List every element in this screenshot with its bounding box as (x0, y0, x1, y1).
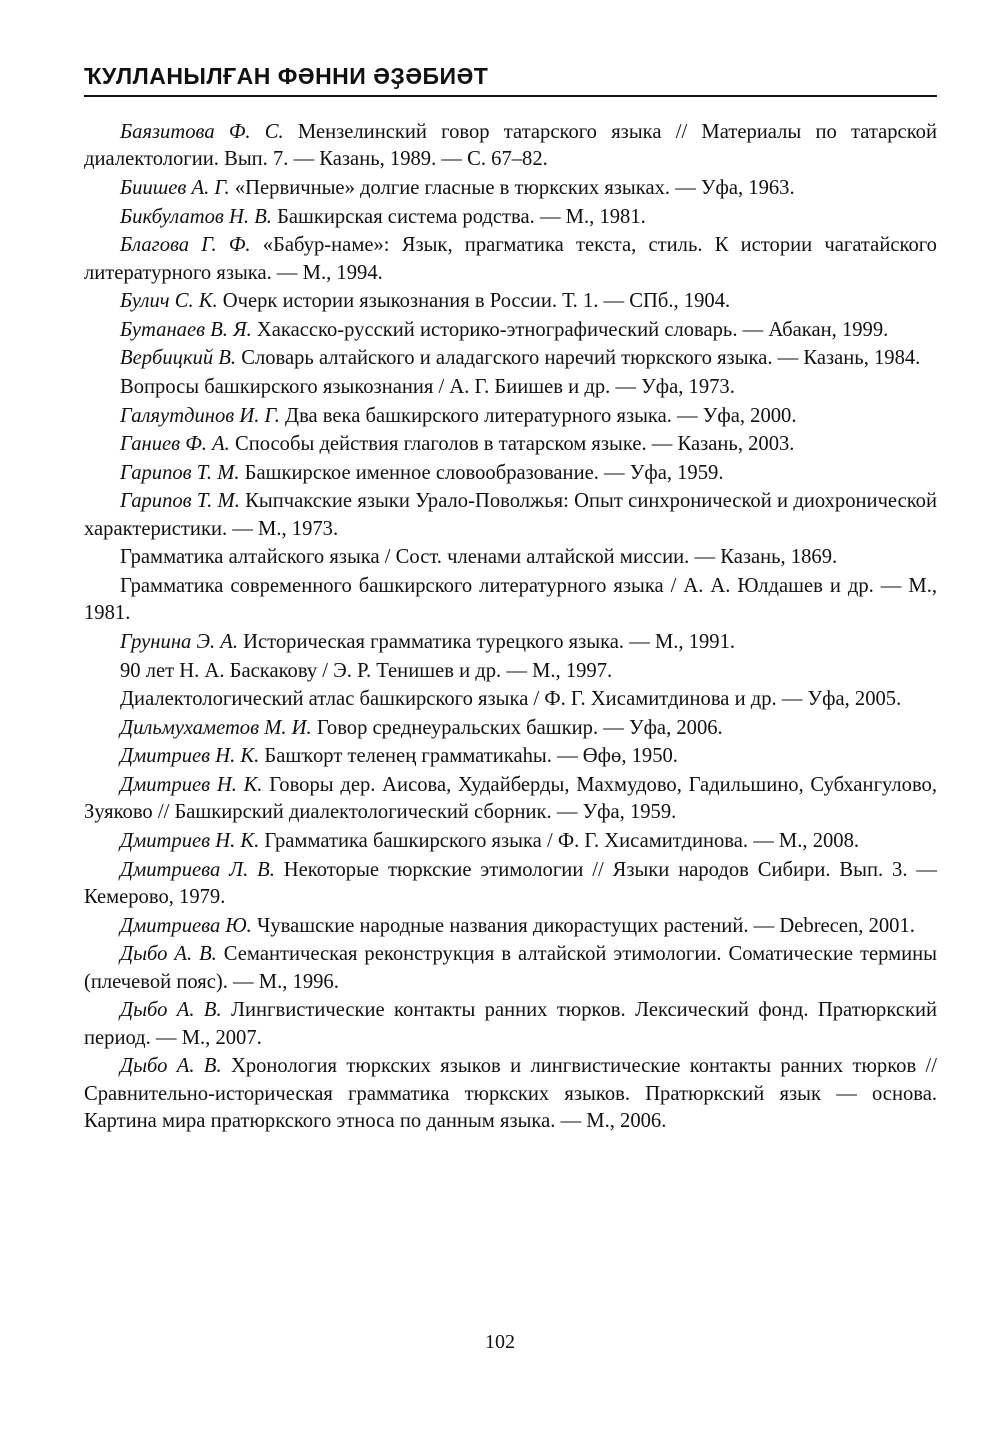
entry-author: Биишев А. Г. (120, 177, 230, 199)
entry-text: Историческая грамматика турецкого языка. — М., 1991. (238, 630, 736, 653)
bibliography-entry (84, 715, 937, 742)
entry-text: Способы действия глаголов в татарском языке. — Казань, 2003. (229, 433, 795, 456)
entry-text: Семантическая реконструкция в алтайской этимологии. Соматические термины (плечевой пояс). — М., 1996. (84, 943, 938, 993)
entry-author: Дмитриева Ю. (120, 914, 252, 937)
bibliography-entry (84, 232, 937, 287)
bibliography-entry (84, 175, 937, 202)
bibliography-entry (84, 488, 937, 543)
entry-text: 90 лет Н. А. Баскакову / Э. Р. Тенишев и др. — М., 1997. (120, 659, 613, 682)
entry-author: Баязитова Ф. С. (120, 121, 284, 143)
bibliography-entry (84, 629, 937, 656)
entry-text: Башкирское именное словообразование. — Уфа, 1959. (239, 461, 724, 484)
entry-text: Грамматика современного башкирского литературного языка / А. А. Юлдашев и др. — М., 1981. (84, 574, 937, 625)
bibliography-entry (84, 374, 937, 401)
entry-author: Вербицкий В. (120, 347, 237, 370)
bibliography-entry (84, 204, 937, 231)
bibliography-entry (84, 997, 937, 1052)
entry-author: Грунина Э. А. (120, 630, 238, 653)
entry-text: «Первичные» долгие гласные в тюркских языках. — Уфа, 1963. (229, 177, 795, 199)
page (84, 60, 937, 1137)
entry-author: Дмитриева Л. В. (120, 858, 275, 881)
bibliography-entry (84, 573, 937, 628)
entry-text: Говор среднеуральских башкир. — Уфа, 2006. (311, 716, 723, 739)
bibliography-entry (84, 288, 937, 315)
entry-author: Дмитриев Н. К. (120, 773, 263, 796)
page-number: 102 (485, 1331, 515, 1353)
bibliography-entry (84, 431, 937, 458)
entry-text: Хакасско-русский историко-этнографический словарь. — Абакан, 1999. (251, 318, 889, 341)
entry-text: Диалектологический атлас башкирского языка / Ф. Г. Хисамитдинова и др. — Уфа, 2005. (120, 688, 902, 711)
bibliography-entry (84, 743, 937, 770)
entry-text: Два века башкирского литературного языка. — Уфа, 2000. (279, 404, 797, 427)
entry-author: Галяутдинов И. Г. (120, 404, 280, 427)
entry-text: Грамматика алтайского языка / Сост. членами алтайской миссии. — Казань, 1869. (120, 546, 838, 569)
entry-author: Дыбо А. В. (120, 943, 217, 966)
bibliography-list (84, 119, 937, 1135)
entry-text: Вопросы башкирского языкознания / А. Г. Биишев и др. — Уфа, 1973. (120, 375, 735, 398)
entry-text: Словарь алтайского и аладагского наречий тюркского языка. — Казань, 1984. (236, 347, 921, 370)
bibliography-entry (84, 544, 937, 571)
entry-author: Дмитриев Н. К. (120, 829, 260, 852)
bibliography-entry (84, 317, 937, 344)
entry-text: Башҡорт теленең грамматикаһы. — Өфө, 1950. (259, 745, 678, 768)
entry-text: «Бабур-наме»: Язык, прагматика текста, стиль. К истории чагатайского литературного языка. — М., 1994. (84, 234, 937, 284)
bibliography-entry (84, 913, 937, 940)
entry-author: Дильмухаметов М. И. (120, 716, 312, 739)
entry-author: Гарипов Т. М. (120, 490, 240, 513)
entry-author: Дыбо А. В. (120, 999, 222, 1022)
bibliography-entry (84, 403, 937, 430)
bibliography-entry (84, 857, 937, 912)
entry-text: Хронология тюркских языков и лингвистические контакты ранних тюрков // Сравнительно-историческая грамматика тюркских языков. Пратюркский язык — основа. Картина мира пратюркского этноса по данным языка. — М., 2006. (84, 1055, 937, 1132)
entry-author: Ганиев Ф. А. (120, 433, 230, 456)
bibliography-entry (84, 828, 937, 855)
entry-text: Кыпчакские языки Урало-Поволжья: Опыт синхронической и диохронической характеристики. — М., 1973. (84, 490, 938, 540)
entry-author: Булич С. К. (120, 290, 218, 313)
entry-author: Дмитриев Н. К. (120, 745, 260, 768)
bibliography-entry (84, 345, 937, 372)
entry-text: Башкирская система родства. — М., 1981. (271, 205, 646, 228)
entry-text: Очерк истории языкознания в России. Т. 1. — СПб., 1904. (217, 290, 731, 313)
bibliography-entry (84, 686, 937, 713)
bibliography-entry (84, 119, 937, 174)
running-header: ҠУЛЛАНЫЛҒАН ФӘННИ ӘҘӘБИӘТ (84, 60, 937, 97)
entry-text: Некоторые тюркские этимологии // Языки народов Сибири. Вып. 3. — Кемерово, 1979. (84, 858, 937, 908)
entry-author: Гарипов Т. М. (120, 461, 240, 484)
entry-author: Благова Г. Ф. (120, 234, 251, 257)
bibliography-entry (84, 1053, 937, 1135)
entry-author: Дыбо А. В. (120, 1055, 222, 1078)
entry-text: Чувашские народные названия дикорастущих растений. — Debrecen, 2001. (251, 914, 915, 937)
entry-text: Лингвистические контакты ранних тюрков. Лексический фонд. Пратюркский период. — М., 2007. (84, 999, 938, 1049)
bibliography-entry (84, 658, 937, 685)
entry-text: Грамматика башкирского языка / Ф. Г. Хисамитдинова. — М., 2008. (259, 829, 860, 852)
entry-author: Бикбулатов Н. В. (120, 205, 272, 228)
bibliography-entry (84, 772, 937, 827)
entry-author: Бутанаев В. Я. (120, 318, 252, 341)
bibliography-entry (84, 460, 937, 487)
entry-text: Говоры дер. Аисова, Худайберды, Махмудово, Гадильшино, Субхангулово, Зуяково // Башкирский диалектологический сборник. — Уфа, 1959. (84, 773, 938, 824)
entry-text: Мензелинский говор татарского языка // Материалы по татарской диалектологии. Вып. 7. — Казань, 1989. — С. 67–82. (84, 121, 937, 171)
bibliography-entry (84, 941, 937, 996)
